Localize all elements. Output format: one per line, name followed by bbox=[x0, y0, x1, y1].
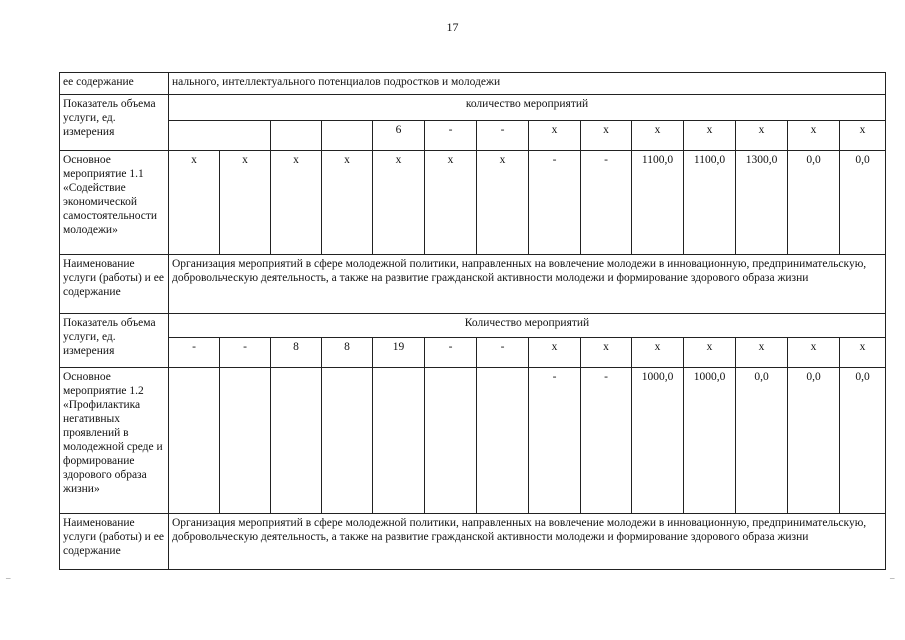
value-cell: - bbox=[581, 151, 632, 255]
table-row bbox=[60, 95, 886, 121]
value-cell: - bbox=[477, 338, 529, 368]
value-cell: x bbox=[840, 338, 886, 368]
value-cell: x bbox=[840, 121, 886, 151]
table-row bbox=[60, 73, 886, 95]
scan-edge-mark: – bbox=[6, 573, 11, 583]
value-cell: - bbox=[169, 338, 220, 368]
value-cell: x bbox=[477, 151, 529, 255]
value-cell: 1100,0 bbox=[684, 151, 736, 255]
value-cell: x bbox=[373, 151, 425, 255]
value-cell: 0,0 bbox=[840, 368, 886, 514]
value-cell bbox=[220, 368, 271, 514]
value-cell: - bbox=[529, 151, 581, 255]
value-cell: - bbox=[220, 338, 271, 368]
row-text: Организация мероприятий в сфере молодежной политики, направленных на вовлечение молодежи в инновационную, предпринимательскую, добровольческую деятельность, а также на развитие гражданской активности молодежи и формирование здорового образа жизни bbox=[169, 514, 886, 570]
value-cell: x bbox=[684, 338, 736, 368]
value-cell: - bbox=[581, 368, 632, 514]
value-cell: x bbox=[736, 338, 788, 368]
row-label: Показатель объема услуги, ед. измерения bbox=[60, 314, 169, 368]
value-cell: 0,0 bbox=[736, 368, 788, 514]
value-cell: x bbox=[581, 338, 632, 368]
value-cell bbox=[169, 121, 271, 151]
value-cell: - bbox=[529, 368, 581, 514]
value-cell: 0,0 bbox=[840, 151, 886, 255]
table-row bbox=[60, 151, 886, 255]
value-cell: x bbox=[581, 121, 632, 151]
row-label: Наименование услуги (работы) и ее содержание bbox=[60, 514, 169, 570]
value-cell bbox=[271, 368, 322, 514]
value-cell: x bbox=[529, 121, 581, 151]
value-cell bbox=[322, 368, 373, 514]
value-cell bbox=[373, 368, 425, 514]
value-cell: x bbox=[632, 338, 684, 368]
value-cell: - bbox=[425, 338, 477, 368]
value-cell: 1000,0 bbox=[632, 368, 684, 514]
indicator-header: Количество мероприятий bbox=[169, 314, 886, 338]
row-text: нального, интеллектуального потенциалов подростков и молодежи bbox=[169, 73, 886, 95]
value-cell: - bbox=[477, 121, 529, 151]
value-cell: x bbox=[788, 338, 840, 368]
value-cell: 6 bbox=[373, 121, 425, 151]
value-cell: 8 bbox=[322, 338, 373, 368]
value-cell: x bbox=[425, 151, 477, 255]
value-cell: - bbox=[425, 121, 477, 151]
value-cell bbox=[271, 121, 322, 151]
row-text: Организация мероприятий в сфере молодежной политики, направленных на вовлечение молодежи в инновационную, предпринимательскую, добровольческую деятельность, а также на развитие гражданской активности молодежи и формирование здорового образа жизни bbox=[169, 255, 886, 314]
value-cell: x bbox=[322, 151, 373, 255]
table-row bbox=[60, 255, 886, 314]
document-table bbox=[59, 72, 886, 570]
scan-edge-mark: – bbox=[890, 573, 895, 583]
value-cell: x bbox=[684, 121, 736, 151]
table-row bbox=[60, 338, 886, 368]
row-label: Наименование услуги (работы) и ее содержание bbox=[60, 255, 169, 314]
value-cell: 0,0 bbox=[788, 151, 840, 255]
value-cell: 1100,0 bbox=[632, 151, 684, 255]
value-cell: 0,0 bbox=[788, 368, 840, 514]
table-row bbox=[60, 314, 886, 338]
value-cell: x bbox=[632, 121, 684, 151]
row-label: Основное мероприятие 1.1 «Содействие экономической самостоятельности молодежи» bbox=[60, 151, 169, 255]
value-cell: x bbox=[788, 121, 840, 151]
value-cell: 19 bbox=[373, 338, 425, 368]
value-cell bbox=[169, 368, 220, 514]
value-cell: x bbox=[220, 151, 271, 255]
value-cell: 1300,0 bbox=[736, 151, 788, 255]
table-row bbox=[60, 121, 886, 151]
value-cell: 1000,0 bbox=[684, 368, 736, 514]
value-cell: x bbox=[169, 151, 220, 255]
page-number: 17 bbox=[446, 20, 459, 34]
value-cell bbox=[425, 368, 477, 514]
table-row bbox=[60, 368, 886, 514]
row-label: Основное мероприятие 1.2 «Профилактика негативных проявлений в молодежной среде и формирование здорового образа жизни» bbox=[60, 368, 169, 514]
value-cell bbox=[477, 368, 529, 514]
row-label: ее содержание bbox=[60, 73, 169, 95]
value-cell bbox=[322, 121, 373, 151]
indicator-header: количество мероприятий bbox=[169, 95, 886, 121]
value-cell: x bbox=[271, 151, 322, 255]
row-label: Показатель объема услуги, ед. измерения bbox=[60, 95, 169, 151]
value-cell: x bbox=[736, 121, 788, 151]
value-cell: 8 bbox=[271, 338, 322, 368]
value-cell: x bbox=[529, 338, 581, 368]
table-row bbox=[60, 514, 886, 570]
